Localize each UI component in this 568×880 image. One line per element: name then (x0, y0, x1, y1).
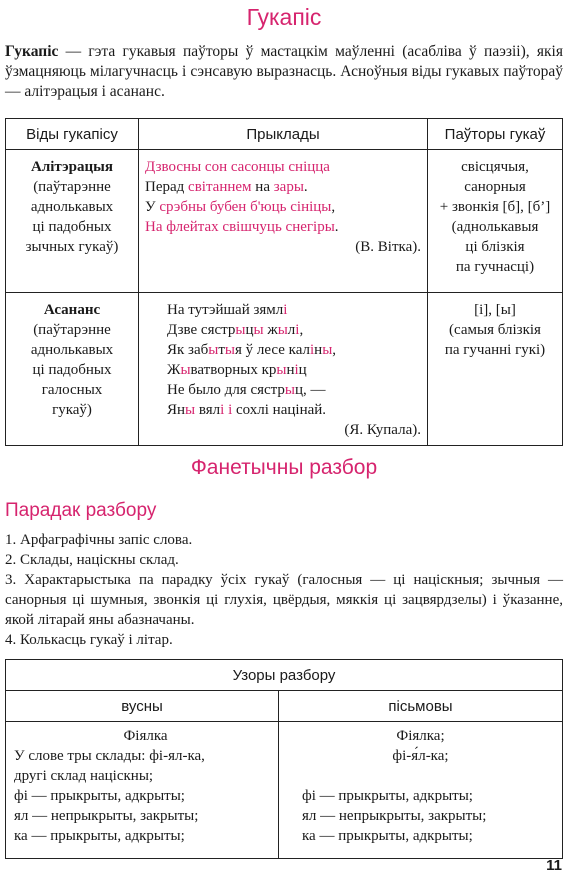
highlighted-sound: снегіры (285, 219, 335, 235)
type-cell (6, 150, 139, 293)
table-header-row (6, 119, 563, 150)
written-cell (279, 722, 563, 859)
table-header-row (6, 660, 563, 691)
sound-writing-table (5, 118, 563, 446)
poem-line (167, 400, 421, 420)
page-number: 11 (546, 857, 562, 874)
poem-text: ж (263, 322, 278, 338)
example-author: (Я. Купала). (344, 422, 421, 438)
text-line: (паўтарэнне (33, 322, 111, 338)
poem-text: на (251, 179, 274, 195)
text-line: фі — прыкрыты, адкрыты; (14, 788, 185, 804)
poem-text: Перад (145, 179, 189, 195)
text-line: фі-я́л-ка; (392, 748, 449, 764)
highlighted-sound: срэбны (159, 199, 207, 215)
oral-word: Фіялка (123, 728, 168, 744)
poem-line (145, 197, 421, 217)
text-line: па гучнасці) (455, 259, 535, 275)
intro-term: Гукапіс (5, 43, 59, 60)
sample-title: Узоры разбору (6, 660, 563, 691)
type-name: Асананс (43, 302, 101, 318)
highlighted-sound: сон (204, 159, 228, 175)
text-line: аднолькавых (30, 342, 114, 358)
text-line: ял — непрыкрыты, закрыты; (14, 808, 199, 824)
poem-line (167, 320, 421, 340)
text-line: аднолькавых (30, 199, 114, 215)
highlighted-sound: ы (322, 342, 333, 358)
poem-text: т (218, 342, 225, 358)
table-row (6, 150, 563, 293)
highlighted-sound: бубен (209, 199, 247, 215)
poem-line (167, 380, 421, 400)
highlighted-sound: сініцы (290, 199, 332, 215)
poem-text: сохлі націнай. (232, 402, 327, 418)
intro-text: — гэта гукавыя паўторы ў мастацкім маўленні (асабліва ў паэзіі), якія ўзмацняюць мілагучнасць і сэнсавую выразнасць. Асноўныя віды гукавых паўтораў — алітэрацыя і асананс. (5, 43, 563, 100)
example-cell (139, 293, 428, 446)
highlighted-sound: і (294, 362, 299, 378)
text-line: санорныя (464, 179, 526, 195)
highlighted-sound: ы (185, 402, 196, 418)
poem-line (145, 217, 421, 237)
poem-line (167, 360, 421, 380)
example-poem (145, 157, 421, 237)
poem-line (145, 177, 421, 197)
table-row (6, 293, 563, 446)
subsection-heading: Парадак разбору (5, 500, 157, 521)
sounds-cell (428, 293, 563, 446)
highlighted-sound: ы (224, 342, 235, 358)
highlighted-sound: і (295, 322, 300, 338)
poem-text: . (303, 179, 308, 195)
text-line: (паўтарэнне (33, 179, 111, 195)
text-line: (аднолькавыя (451, 219, 539, 235)
table-row (6, 722, 563, 859)
text-line: па гучанні гукі) (444, 342, 546, 358)
text-line: зычных гукаў) (25, 239, 119, 255)
table-header-row (6, 691, 563, 722)
oral-lines (14, 746, 277, 846)
poem-text: н (286, 362, 295, 378)
highlighted-sound: б'юць (250, 199, 287, 215)
analysis-steps (5, 530, 563, 650)
type-desc (7, 320, 137, 420)
oral-cell (6, 722, 279, 859)
text-line: У слове тры склады: фі-ял-ка, (14, 748, 205, 764)
text-line: ка — прыкрыты, адкрыты; (14, 828, 185, 844)
list-item: 4. Колькасць гукаў і літар. (5, 632, 173, 648)
poem-text: Ж (167, 362, 181, 378)
text-line: ці падобных (32, 219, 112, 235)
poem-text: н (314, 342, 323, 358)
highlighted-sound: ы (276, 362, 287, 378)
highlighted-sound: ы (284, 382, 295, 398)
highlighted-sound: і (220, 402, 225, 418)
col-oral: вусны (6, 691, 279, 722)
highlighted-sound: флейтах (166, 219, 219, 235)
analysis-sample-table (5, 659, 563, 859)
text-line: + звонкія [б], [б’] (439, 199, 551, 215)
header-repeats: Паўторы гукаў (428, 119, 563, 150)
poem-text: , (299, 322, 304, 338)
list-item: 2. Склады, націскны склад. (5, 552, 179, 568)
highlighted-sound: ы (235, 322, 246, 338)
text-line: (самыя блізкія (449, 322, 541, 338)
header-types: Віды гукапісу (6, 119, 139, 150)
list-item: 1. Арфаграфічны запіс слова. (5, 532, 193, 548)
highlighted-sound: і (309, 342, 315, 358)
text-line: фі — прыкрыты, адкрыты; (302, 788, 473, 804)
text-line: [і], [ы] (474, 302, 516, 318)
intro-paragraph (5, 42, 563, 102)
written-syllables (280, 786, 561, 846)
text-line: ці блізкія (465, 239, 525, 255)
highlighted-sound: зары (273, 179, 304, 195)
example-poem (167, 300, 421, 420)
poem-line (167, 340, 421, 360)
text-line: другі склад націскны; (14, 768, 154, 784)
example-cell (139, 150, 428, 293)
poem-text: ц (245, 322, 254, 338)
highlighted-sound: сніцца (288, 159, 330, 175)
poem-text: , (332, 342, 337, 358)
poem-text: Ян (167, 402, 186, 418)
highlighted-sound: ы (253, 322, 264, 338)
highlighted-sound: і (283, 302, 288, 318)
poem-text: ватворных кр (190, 362, 277, 378)
highlighted-sound: і (228, 402, 233, 418)
text-line: свісцячыя, (461, 159, 529, 175)
poem-text: я ў лесе кал (234, 342, 310, 358)
poem-text: , (331, 199, 336, 215)
poem-text: . (334, 219, 339, 235)
type-name: Алітэрацыя (31, 159, 113, 175)
example-author: (В. Вітка). (355, 239, 421, 255)
type-cell (6, 293, 139, 446)
highlighted-sound: сасонцы (230, 159, 285, 175)
highlighted-sound: Дзвосны (145, 159, 202, 175)
poem-text: л (287, 322, 296, 338)
poem-line (145, 157, 421, 177)
text-line: ці падобных (32, 362, 112, 378)
highlighted-sound: світаннем (188, 179, 252, 195)
header-examples: Прыклады (139, 119, 428, 150)
text-line: ял — непрыкрыты, закрыты; (302, 808, 487, 824)
list-item: 3. Характарыстыка па парадку ўсіх гукаў (галосныя — ці націскныя; зычныя — санорныя ці шумныя, звонкія ці глухія, цвёрдыя, мяккія ці зацвярдзелы) і ўказанне, якой літарай яны абазначаны. (5, 572, 563, 628)
highlighted-sound: ы (277, 322, 288, 338)
poem-text: Не было для сястр (167, 382, 285, 398)
poem-text: Дзве сястр (167, 322, 236, 338)
text-line: галосных (41, 382, 103, 398)
page-title: Гукапіс (246, 4, 322, 30)
poem-text: На тутэйшай зямл (167, 302, 284, 318)
poem-text: У (145, 199, 160, 215)
text-line: Фіялка; (396, 728, 445, 744)
type-desc (7, 177, 137, 257)
poem-text: Як заб (167, 342, 209, 358)
written-lines (280, 726, 561, 766)
highlighted-sound: На (145, 219, 163, 235)
section-heading: Фанетычны разбор (190, 456, 378, 479)
poem-text: ц, — (294, 382, 326, 398)
col-written: пісьмовы (279, 691, 563, 722)
poem-text: ц (298, 362, 307, 378)
poem-line (167, 300, 421, 320)
sounds-cell (428, 150, 563, 293)
highlighted-sound: ы (208, 342, 219, 358)
text-line: ка — прыкрыты, адкрыты; (302, 828, 473, 844)
poem-text: вял (195, 402, 221, 418)
text-line: гукаў) (52, 402, 92, 418)
highlighted-sound: свішчуць (222, 219, 282, 235)
highlighted-sound: ы (180, 362, 191, 378)
